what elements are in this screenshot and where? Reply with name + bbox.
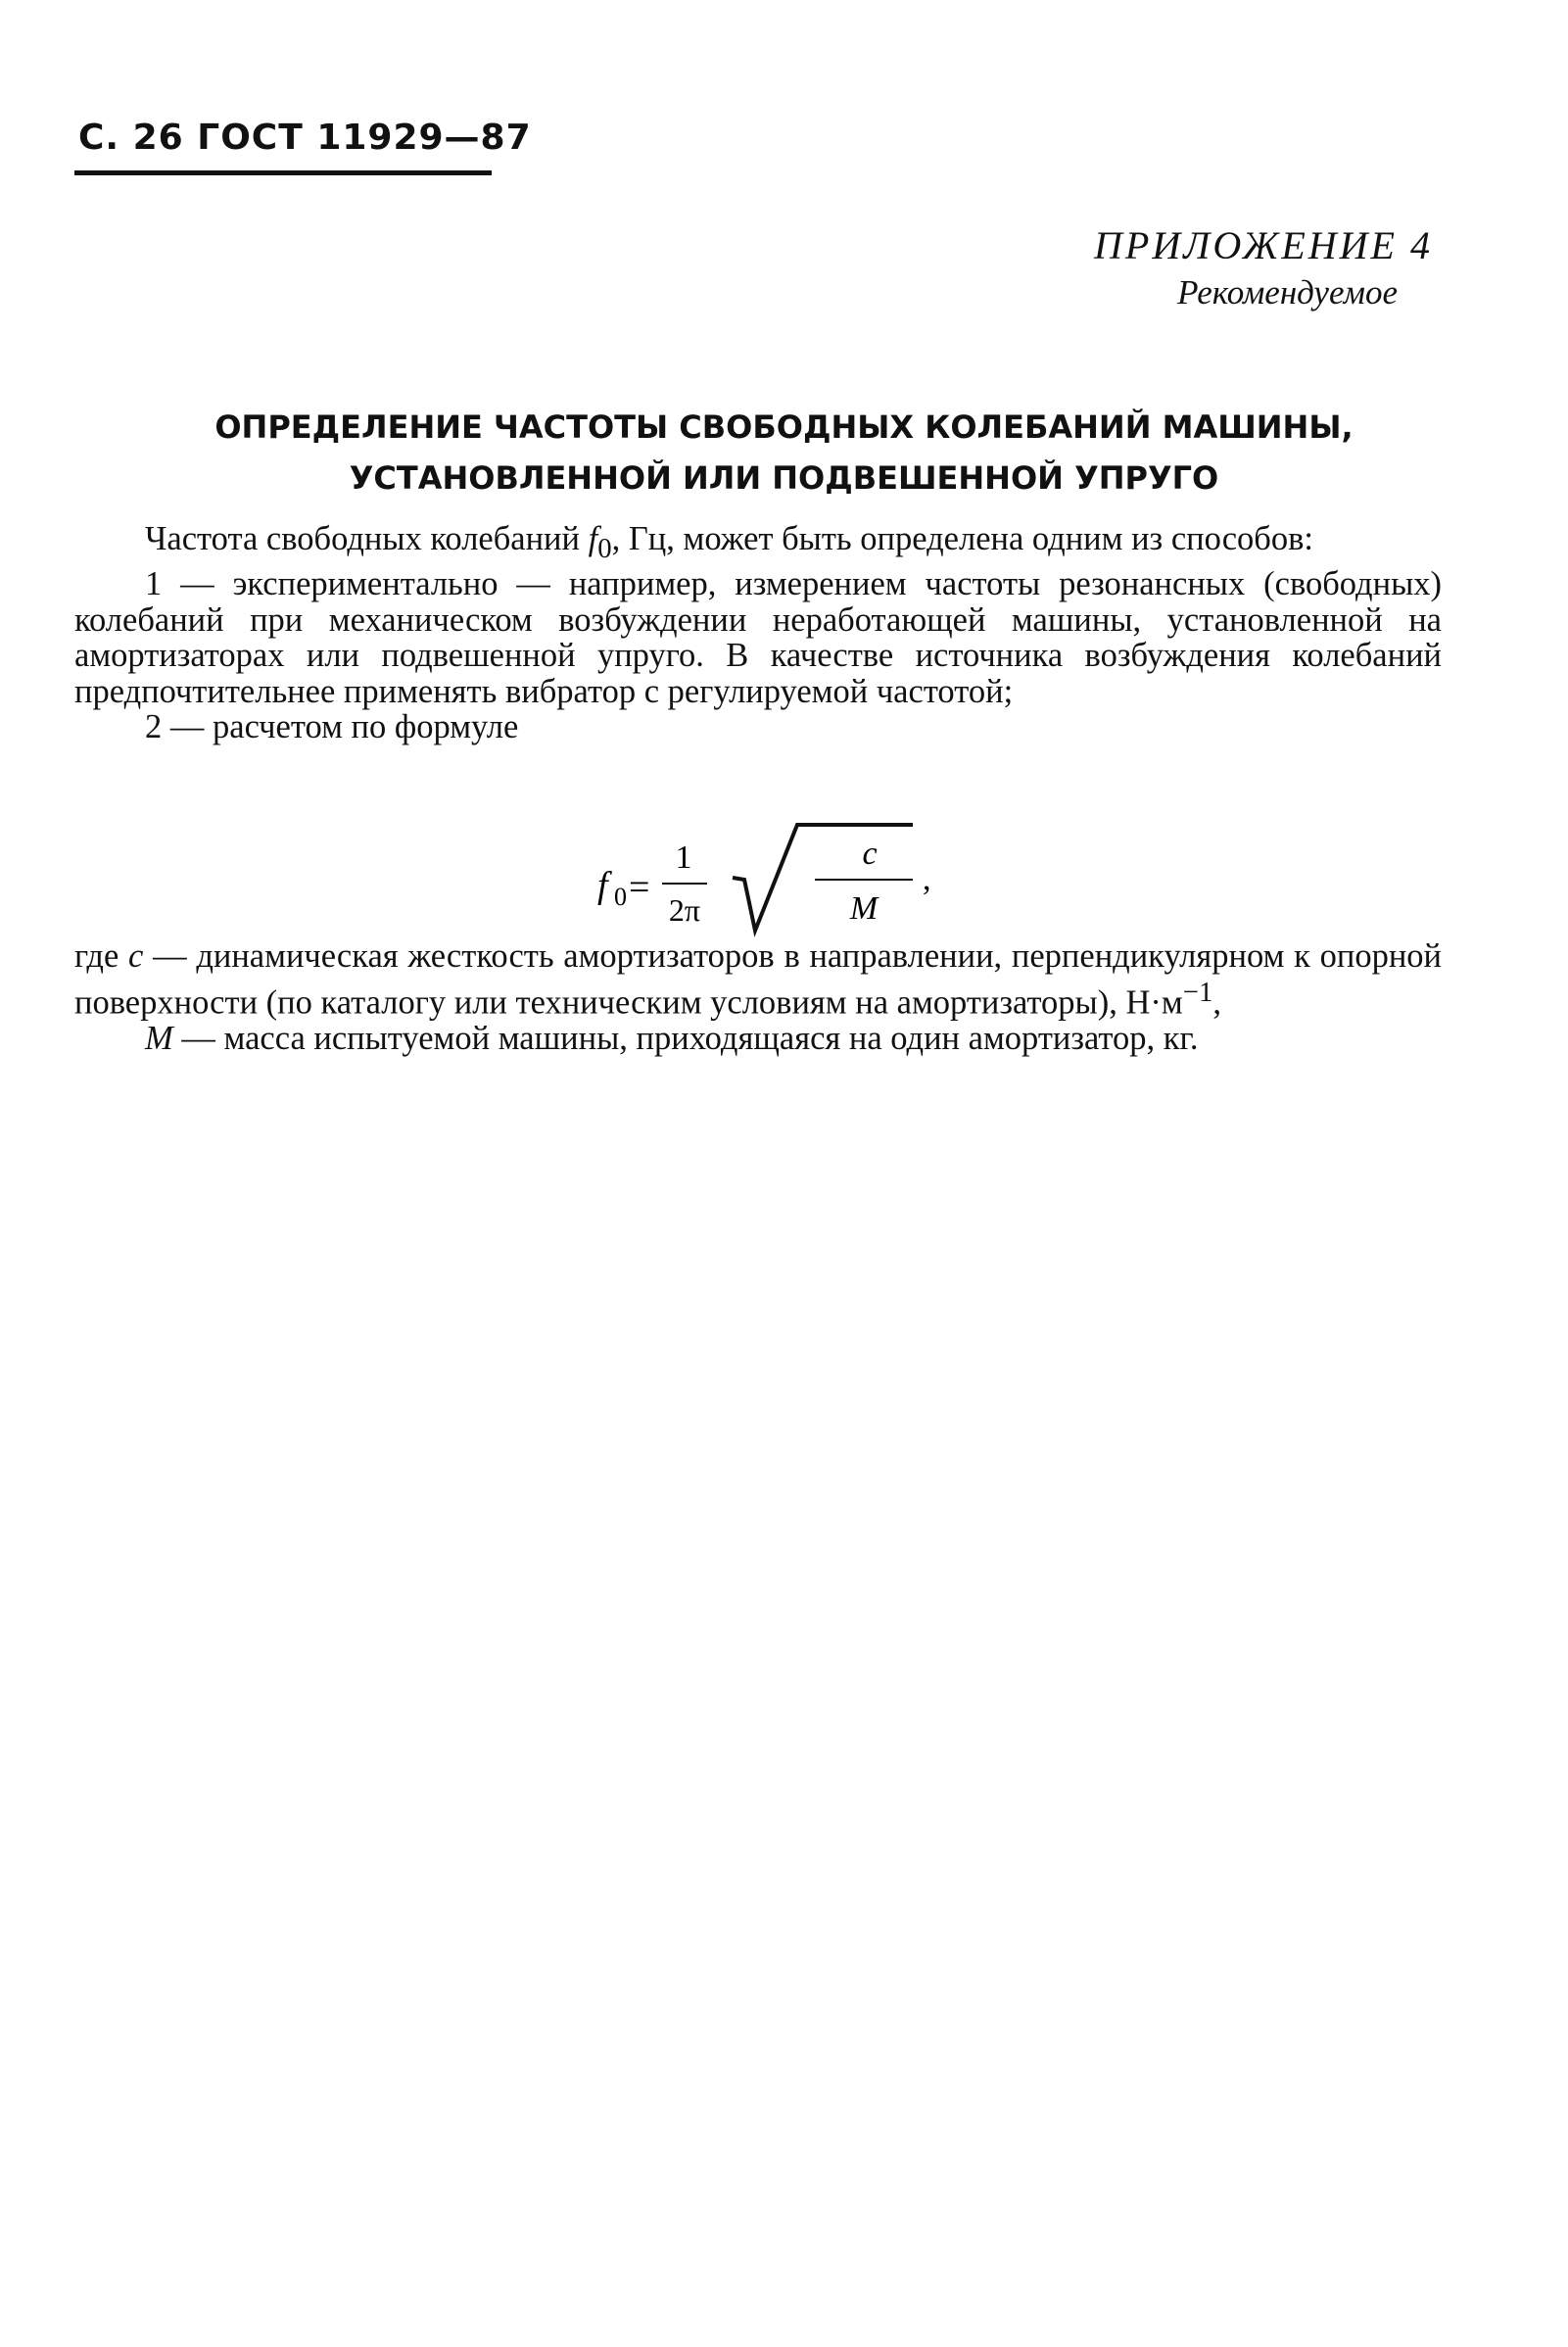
frequency-subscript: 0 [597,532,612,564]
methods-block [74,521,1442,745]
page-header: С. 26 ГОСТ 11929—87 [78,118,532,158]
section-title-line-1: ОПРЕДЕЛЕНИЕ ЧАСТОТЫ СВОБОДНЫХ КОЛЕБАНИЙ МАШИНЫ, [214,408,1354,446]
method-2-paragraph: 2 — расчетом по формуле [145,708,519,746]
formula-equals: = [629,867,650,908]
definitions-block [74,938,1442,1056]
section-title-line-2: УСТАНОВЛЕННОЙ ИЛИ ПОДВЕШЕННОЙ УПРУГО [349,459,1219,497]
mass-symbol: M [145,1019,173,1057]
formula-lhs-subscript: 0 [614,883,627,911]
appendix-block [1094,221,1433,315]
formula-trailing-comma: , [923,861,931,897]
definition-c: где c — динамическая жесткость амортизаторов в направлении, перпендикулярном к опорной поверхности (по каталогу или техническим условиям на амортизаторы), $Н\cdot м^{-1}$, [74,937,1443,1021]
frequency-formula [588,821,960,938]
formula-radicand-denominator: M [849,890,879,927]
intro-paragraph: Частота свободных колебаний $f_0$, Гц, может быть определена одним из способов: [145,520,1313,564]
formula-lhs: f [597,865,608,906]
where-word: где [74,937,119,975]
section-title [0,402,1568,503]
stiffness-symbol: c [128,937,144,975]
method-1-paragraph: 1 — экспериментально — например, измерением частоты резонансных (свободных) колебаний при механическом возбуждении неработающей машины, установленной на амортизаторах или подвешенной упруго. В качестве источника возбуждения колебаний предпочтительнее применять вибратор с регулируемой частотой; [74,565,1442,710]
formula-numerator: 1 [675,839,692,876]
frequency-symbol: f [588,520,598,557]
appendix-subtitle: Рекомендуемое [1177,273,1398,311]
header-rule [74,170,492,175]
appendix-title: ПРИЛОЖЕНИЕ 4 [1094,223,1433,267]
square-root-sign [733,825,913,931]
stiffness-unit-exponent: −1 [1182,976,1213,1008]
definition-m: M — масса испытуемой машины, приходящаяся на один амортизатор, кг. [145,1019,1199,1057]
formula-radicand-numerator: c [862,836,878,872]
stiffness-unit: Н·м [1125,983,1183,1021]
formula-denominator: 2π [668,892,701,928]
